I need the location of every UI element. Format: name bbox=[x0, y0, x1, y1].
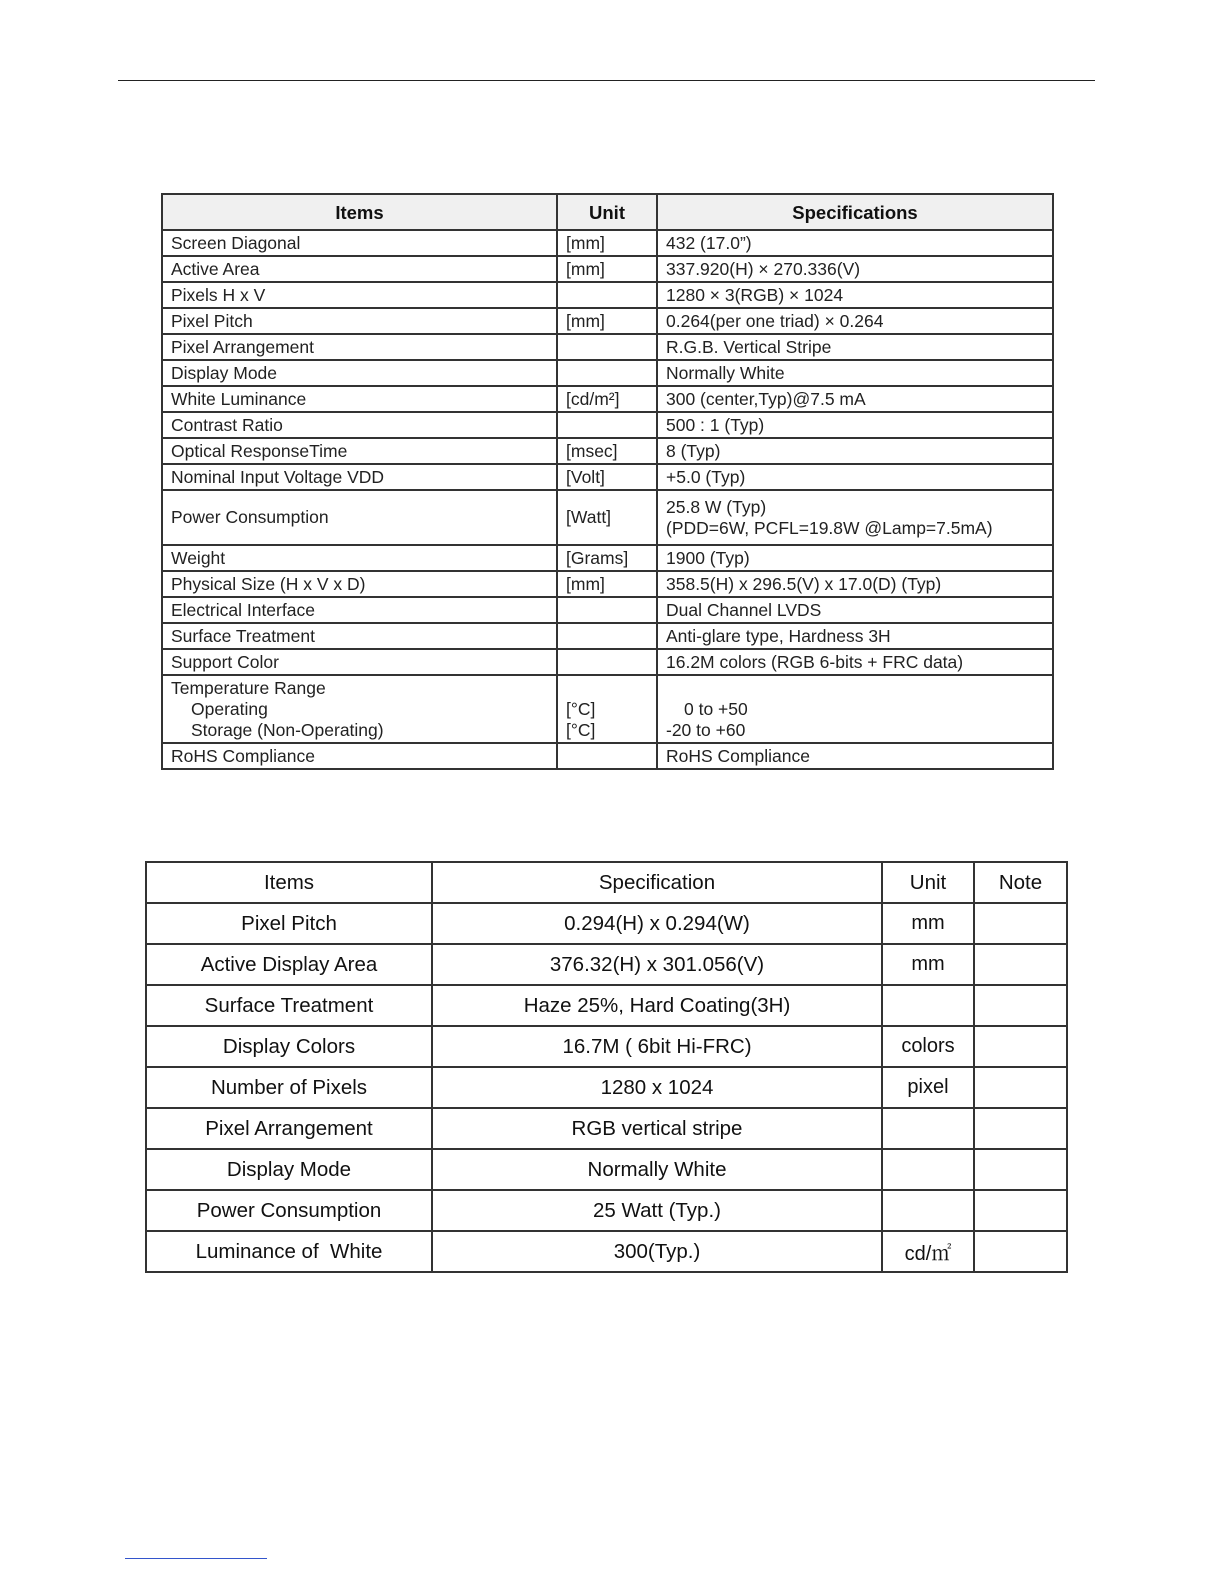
table-row bbox=[146, 903, 1067, 944]
spec-cell: 432 (17.0”) bbox=[657, 230, 1053, 256]
unit-cell bbox=[557, 623, 657, 649]
table-row bbox=[146, 1067, 1067, 1108]
unit-cell bbox=[557, 282, 657, 308]
table-row bbox=[162, 360, 1053, 386]
unit-cell: [mm] bbox=[557, 256, 657, 282]
item-subline: Operating bbox=[191, 698, 268, 719]
unit-cell bbox=[882, 1149, 974, 1190]
spec-cell: 0.294(H) x 0.294(W) bbox=[432, 903, 882, 944]
item-cell bbox=[162, 675, 557, 743]
item-cell: Pixel Arrangement bbox=[162, 334, 557, 360]
item-cell: Active Area bbox=[162, 256, 557, 282]
unit-cell: mm bbox=[882, 903, 974, 944]
column-header-unit: Unit bbox=[557, 194, 657, 230]
item-cell: Electrical Interface bbox=[162, 597, 557, 623]
spec-cell: 337.920(H) × 270.336(V) bbox=[657, 256, 1053, 282]
unit-cell bbox=[557, 597, 657, 623]
spec-cell: 25 Watt (Typ.) bbox=[432, 1190, 882, 1231]
spec-cell: 1900 (Typ) bbox=[657, 545, 1053, 571]
table-row bbox=[162, 623, 1053, 649]
item-cell: Contrast Ratio bbox=[162, 412, 557, 438]
item-cell: Display Mode bbox=[162, 360, 557, 386]
spec-cell: 358.5(H) x 296.5(V) x 17.0(D) (Typ) bbox=[657, 571, 1053, 597]
item-line: Temperature Range bbox=[171, 677, 326, 698]
column-header-items: Items bbox=[146, 862, 432, 903]
column-header-specification: Specification bbox=[432, 862, 882, 903]
item-cell: Pixels H x V bbox=[162, 282, 557, 308]
spec-cell: 376.32(H) x 301.056(V) bbox=[432, 944, 882, 985]
item-cell: Active Display Area bbox=[146, 944, 432, 985]
note-cell bbox=[974, 903, 1067, 944]
unit-cell bbox=[557, 743, 657, 769]
unit-cell: [cd/m²] bbox=[557, 386, 657, 412]
table-row bbox=[162, 256, 1053, 282]
unit-line: [°C] bbox=[566, 719, 596, 740]
item-cell: Screen Diagonal bbox=[162, 230, 557, 256]
spec-cell: 16.2M colors (RGB 6-bits + FRC data) bbox=[657, 649, 1053, 675]
table-row bbox=[162, 230, 1053, 256]
spec-line: 25.8 W (Typ) bbox=[666, 496, 767, 517]
note-cell bbox=[974, 985, 1067, 1026]
spec-cell: 300 (center,Typ)@7.5 mA bbox=[657, 386, 1053, 412]
unit-cell bbox=[882, 1190, 974, 1231]
unit-cell: [mm] bbox=[557, 308, 657, 334]
item-cell: Weight bbox=[162, 545, 557, 571]
spec-cell: +5.0 (Typ) bbox=[657, 464, 1053, 490]
unit-cell: cd/㎡ bbox=[882, 1231, 974, 1272]
item-cell: Display Mode bbox=[146, 1149, 432, 1190]
column-header-items: Items bbox=[162, 194, 557, 230]
table-row bbox=[162, 412, 1053, 438]
item-cell: Support Color bbox=[162, 649, 557, 675]
unit-cell: [Grams] bbox=[557, 545, 657, 571]
table-row bbox=[162, 464, 1053, 490]
item-cell: Power Consumption bbox=[146, 1190, 432, 1231]
spec-cell: 500 : 1 (Typ) bbox=[657, 412, 1053, 438]
item-cell: Surface Treatment bbox=[162, 623, 557, 649]
unit-cell: pixel bbox=[882, 1067, 974, 1108]
table-row bbox=[146, 1190, 1067, 1231]
item-cell: Number of Pixels bbox=[146, 1067, 432, 1108]
item-cell: Optical ResponseTime bbox=[162, 438, 557, 464]
table-row bbox=[162, 308, 1053, 334]
spec-cell: Haze 25%, Hard Coating(3H) bbox=[432, 985, 882, 1026]
item-cell: Pixel Pitch bbox=[162, 308, 557, 334]
table-row bbox=[146, 944, 1067, 985]
note-cell bbox=[974, 1231, 1067, 1272]
panel-spec-table bbox=[145, 861, 1068, 1273]
table-row bbox=[162, 675, 1053, 743]
item-cell: RoHS Compliance bbox=[162, 743, 557, 769]
unit-line: [°C] bbox=[566, 698, 596, 719]
unit-cell bbox=[557, 334, 657, 360]
item-cell: Nominal Input Voltage VDD bbox=[162, 464, 557, 490]
spec-cell: 1280 × 3(RGB) × 1024 bbox=[657, 282, 1053, 308]
column-header-specifications: Specifications bbox=[657, 194, 1053, 230]
unit-cell: colors bbox=[882, 1026, 974, 1067]
unit-cell bbox=[557, 360, 657, 386]
unit-cell: [Volt] bbox=[557, 464, 657, 490]
spec-cell: Anti-glare type, Hardness 3H bbox=[657, 623, 1053, 649]
spec-cell: RoHS Compliance bbox=[657, 743, 1053, 769]
note-cell bbox=[974, 1108, 1067, 1149]
unit-cell: [mm] bbox=[557, 571, 657, 597]
unit-cell bbox=[557, 649, 657, 675]
table-row bbox=[162, 545, 1053, 571]
spec-cell: R.G.B. Vertical Stripe bbox=[657, 334, 1053, 360]
item-subline: Storage (Non-Operating) bbox=[191, 719, 384, 740]
footer-link-underline bbox=[125, 1558, 267, 1559]
spec-cell: Dual Channel LVDS bbox=[657, 597, 1053, 623]
table-row bbox=[146, 985, 1067, 1026]
item-cell: White Luminance bbox=[162, 386, 557, 412]
spec-table bbox=[161, 193, 1054, 770]
item-cell: Pixel Arrangement bbox=[146, 1108, 432, 1149]
spec-cell bbox=[657, 675, 1053, 743]
item-cell: Pixel Pitch bbox=[146, 903, 432, 944]
table-row bbox=[146, 1026, 1067, 1067]
column-header-note: Note bbox=[974, 862, 1067, 903]
note-cell bbox=[974, 1026, 1067, 1067]
unit-cell bbox=[882, 1108, 974, 1149]
table-header-row bbox=[162, 194, 1053, 230]
table-row bbox=[146, 1149, 1067, 1190]
spec-cell: Normally White bbox=[432, 1149, 882, 1190]
column-header-unit: Unit bbox=[882, 862, 974, 903]
unit-cell bbox=[557, 675, 657, 743]
table-row bbox=[146, 1108, 1067, 1149]
unit-cell: [mm] bbox=[557, 230, 657, 256]
unit-cell: mm bbox=[882, 944, 974, 985]
spec-cell bbox=[657, 490, 1053, 545]
spec-line: 0 to +50 bbox=[684, 698, 748, 719]
spec-cell: 8 (Typ) bbox=[657, 438, 1053, 464]
table-row bbox=[162, 334, 1053, 360]
unit-cell bbox=[557, 412, 657, 438]
spec-cell: 300(Typ.) bbox=[432, 1231, 882, 1272]
table-header-row bbox=[146, 862, 1067, 903]
table-row bbox=[162, 386, 1053, 412]
spec-cell: 0.264(per one triad) × 0.264 bbox=[657, 308, 1053, 334]
unit-cell: [msec] bbox=[557, 438, 657, 464]
table-row bbox=[162, 438, 1053, 464]
spec-line: (PDD=6W, PCFL=19.8W @Lamp=7.5mA) bbox=[666, 517, 993, 538]
table-row bbox=[162, 282, 1053, 308]
table-row bbox=[162, 571, 1053, 597]
item-cell: Power Consumption bbox=[162, 490, 557, 545]
note-cell bbox=[974, 1149, 1067, 1190]
item-cell: Physical Size (H x V x D) bbox=[162, 571, 557, 597]
item-cell: Surface Treatment bbox=[146, 985, 432, 1026]
spec-cell: RGB vertical stripe bbox=[432, 1108, 882, 1149]
unit-cell: [Watt] bbox=[557, 490, 657, 545]
spec-cell: 1280 x 1024 bbox=[432, 1067, 882, 1108]
note-cell bbox=[974, 1067, 1067, 1108]
item-cell: Display Colors bbox=[146, 1026, 432, 1067]
table-row bbox=[162, 597, 1053, 623]
table-row bbox=[162, 743, 1053, 769]
table-row bbox=[162, 649, 1053, 675]
note-cell bbox=[974, 944, 1067, 985]
table-row bbox=[162, 490, 1053, 545]
note-cell bbox=[974, 1190, 1067, 1231]
header-rule bbox=[118, 80, 1095, 81]
spec-cell: Normally White bbox=[657, 360, 1053, 386]
spec-cell: 16.7M ( 6bit Hi-FRC) bbox=[432, 1026, 882, 1067]
item-cell: Luminance of White bbox=[146, 1231, 432, 1272]
table-row bbox=[146, 1231, 1067, 1272]
spec-line: -20 to +60 bbox=[666, 719, 746, 740]
unit-cell bbox=[882, 985, 974, 1026]
